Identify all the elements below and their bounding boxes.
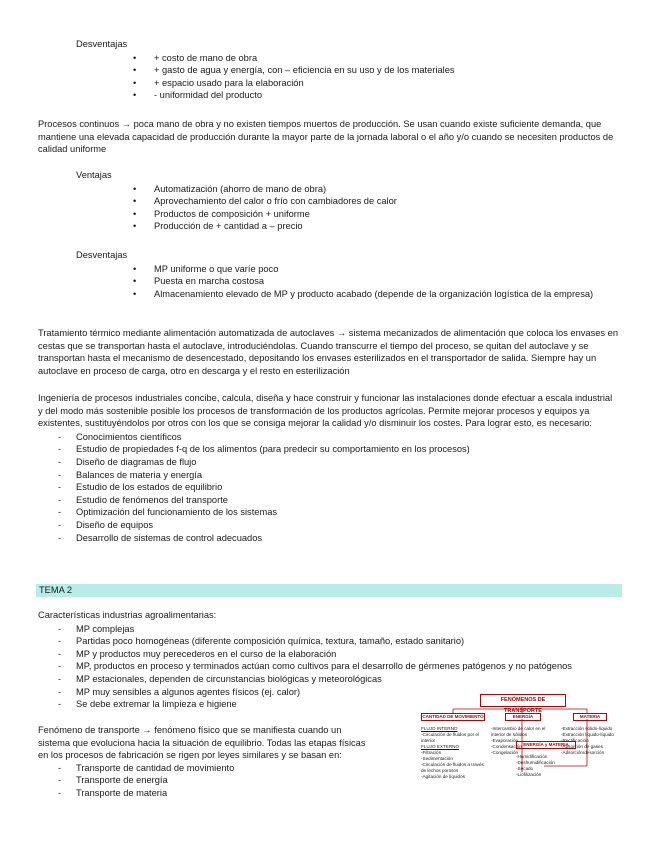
list-item: • - uniformidad del producto bbox=[115, 89, 619, 102]
ventajas-label: Ventajas bbox=[76, 170, 112, 180]
ventajas-list bbox=[38, 183, 619, 233]
list-item: - Diseño de equipos bbox=[38, 519, 619, 532]
list-item: - Estudio de propiedades f-q de los alimentos (para predecir su comportamiento en los procesos) bbox=[38, 443, 619, 456]
list-item: - Transporte de energía bbox=[38, 774, 374, 787]
diagram-sub-item: -Liofilización bbox=[516, 772, 542, 777]
list-item: - MP, productos en proceso y terminados actúan como cultivos para el desarrollo de gérmenes patógenos y no patógenos bbox=[38, 660, 619, 673]
list-item: • Productos de composición + uniforme bbox=[115, 208, 619, 221]
tratamiento-section bbox=[38, 327, 619, 377]
diagram-sub-item: -Humidificación bbox=[516, 754, 548, 759]
desventajas-label: Desventajas bbox=[76, 250, 128, 260]
list-item: - Estudio de los estados de equilibrio bbox=[38, 481, 619, 494]
list-item: • Automatización (ahorro de mano de obra) bbox=[115, 183, 619, 196]
diagram-col-item: FLUJO EXTERNO bbox=[421, 744, 460, 749]
tema2-heading: TEMA 2 bbox=[36, 584, 622, 597]
desventajas-prev-label: Desventajas bbox=[76, 39, 128, 49]
diagram-col-head: MATERIA bbox=[573, 713, 607, 721]
diagram-title: FENÓMENOS DE TRANSPORTE bbox=[480, 694, 566, 707]
diagram-sub-energia-materia bbox=[516, 741, 576, 778]
diagram-col-movimiento bbox=[421, 713, 485, 780]
list-item: - MP muy sensibles a algunos agentes físicos (ej. calor) bbox=[38, 686, 619, 699]
list-item: • MP uniforme o que varíe poco bbox=[115, 263, 619, 276]
list-item: - Balances de materia y energía bbox=[38, 469, 619, 482]
list-item: - Desarrollo de sistemas de control adecuados bbox=[38, 532, 619, 545]
ventajas-section bbox=[38, 169, 619, 233]
procesos-continuos-paragraph: Procesos continuos → poca mano de obra y no existen tiempos muertos de producción. Se usan cuando existe suficiente demanda, que mantiene una elevada capacidad de producción durante la mayor parte de la jornada laboral o el año y/o cuando se necesiten productos de calidad uniforme bbox=[38, 119, 614, 155]
caracteristicas-label: Características industrias agroalimentarias: bbox=[38, 610, 217, 620]
ingenieria-list bbox=[38, 431, 619, 544]
list-item: - Partidas poco homogéneas (diferente composición química, textura, tamaño, estado sanitario) bbox=[38, 635, 619, 648]
diagram-sub-head: ENERGÍA y MATERIA bbox=[516, 741, 576, 749]
ingenieria-paragraph: Ingeniería de procesos industriales concibe, calcula, diseña y hace construir y funcionar las instalaciones donde efectuar a escala industrial y del modo más sostenible posible los procesos de transformación de los productos agrícolas. Permite mejorar procesos y equipos ya existentes, sustituyéndolos por otros con los que se consiga mejorar la calidad y/o disminuir los costes. Para lograr esto, es necesario: bbox=[38, 393, 613, 429]
list-item: - Transporte de materia bbox=[38, 787, 374, 800]
list-item: • + gasto de agua y energía, con – eficiencia en su uso y de los materiales bbox=[115, 64, 619, 77]
list-item: • Producción de + cantidad a – precio bbox=[115, 220, 619, 233]
list-item: - Estudio de fenómenos del transporte bbox=[38, 494, 619, 507]
diagram-sub-item: -Deshumidificación bbox=[516, 760, 555, 765]
desventajas-section bbox=[38, 249, 619, 300]
diagram-col-item: -Condensación bbox=[491, 744, 522, 749]
list-item: - Conocimientos científicos bbox=[38, 431, 619, 444]
procesos-continuos-section bbox=[38, 118, 619, 156]
desventajas-prev-list bbox=[38, 52, 619, 102]
diagram-col-item: -Adsorción/desorción bbox=[561, 750, 605, 755]
list-item: • Puesta en marcha costosa bbox=[115, 275, 619, 288]
diagram-col-head: CANTIDAD DE MOVIMIENTO bbox=[422, 714, 484, 719]
diagram-col-item: -Rectificación bbox=[561, 738, 589, 743]
list-item: - Diseño de diagramas de flujo bbox=[38, 456, 619, 469]
diagram-col-item: -Absorción de gases bbox=[561, 744, 603, 749]
list-item: - MP complejas bbox=[38, 623, 619, 636]
diagram-col-item: -Congelación bbox=[491, 750, 519, 755]
diagram-col-item: -Agitación de líquidos bbox=[421, 774, 465, 779]
list-item: - MP estacionales, dependen de circunstancias biológicas y meteorológicas bbox=[38, 673, 619, 686]
fenomeno-section bbox=[38, 724, 374, 800]
list-item: • + costo de mano de obra bbox=[115, 52, 619, 65]
diagram-col-item: -Evaporación bbox=[491, 738, 519, 743]
desventajas-prev-section bbox=[38, 38, 619, 102]
diagram-col-head: ENERGÍA bbox=[505, 713, 541, 721]
list-item: • Aprovechamiento del calor o frío con cambiadores de calor bbox=[115, 195, 619, 208]
list-item: - MP y productos muy perecederos en el curso de la elaboración bbox=[38, 648, 619, 661]
list-item: • Almacenamiento elevado de MP y producto acabado (depende de la organización logística de la empresa) bbox=[115, 288, 619, 301]
fenomenos-transporte-diagram bbox=[419, 694, 619, 794]
list-item: • + espacio usado para la elaboración bbox=[115, 77, 619, 90]
diagram-col-item: -Filtración bbox=[421, 750, 442, 755]
diagram-col-item: -Sedimentación bbox=[421, 756, 453, 761]
diagram-col-item: -Circulación de fluidos por el interior bbox=[421, 732, 479, 743]
list-item: - Optimización del funcionamiento de los sistemas bbox=[38, 506, 619, 519]
diagram-col-item: -Extracción líquido-líquido bbox=[561, 732, 614, 737]
fenomeno-list bbox=[38, 762, 374, 800]
list-item: - Transporte de cantidad de movimiento bbox=[38, 762, 374, 775]
diagram-col-item: -Intercambio de calor en el interior de sólidos bbox=[491, 726, 546, 737]
desventajas-list bbox=[38, 263, 619, 301]
list-item: - Se debe extremar la limpieza e higiene bbox=[38, 698, 619, 711]
fenomeno-paragraph: Fenómeno de transporte → fenómeno físico que se manifiesta cuando un sistema que evoluciona hacia la situación de equilibrio. Todas las etapas físicas en los procesos de fabricación se rigen por leyes similares y se basan en: bbox=[38, 725, 366, 761]
diagram-col-item: -Circulación de fluidos a través de lechos porosos bbox=[421, 762, 484, 773]
diagram-col-item: -Extracción sólido-líquido bbox=[561, 726, 613, 731]
tratamiento-paragraph: Tratamiento térmico mediante alimentación automatizada de autoclaves → sistema mecanizados de alimentación que coloca los envases en cestas que se transportan hasta el autoclave, introduciéndolas. Cuando transcurre el tiempo del proceso, se quitan del autoclave y se transportan hasta el mecanismo de desencestado, depositando los envases esterilizados en el transportador de salida. Siempre hay un autoclave en proceso de carga, otro en descarga y el resto en esterilización bbox=[38, 328, 618, 376]
diagram-sub-item: -Secado bbox=[516, 766, 534, 771]
diagram-col-item: FLUJO INTERNO bbox=[421, 726, 458, 731]
ingenieria-section bbox=[38, 392, 619, 544]
